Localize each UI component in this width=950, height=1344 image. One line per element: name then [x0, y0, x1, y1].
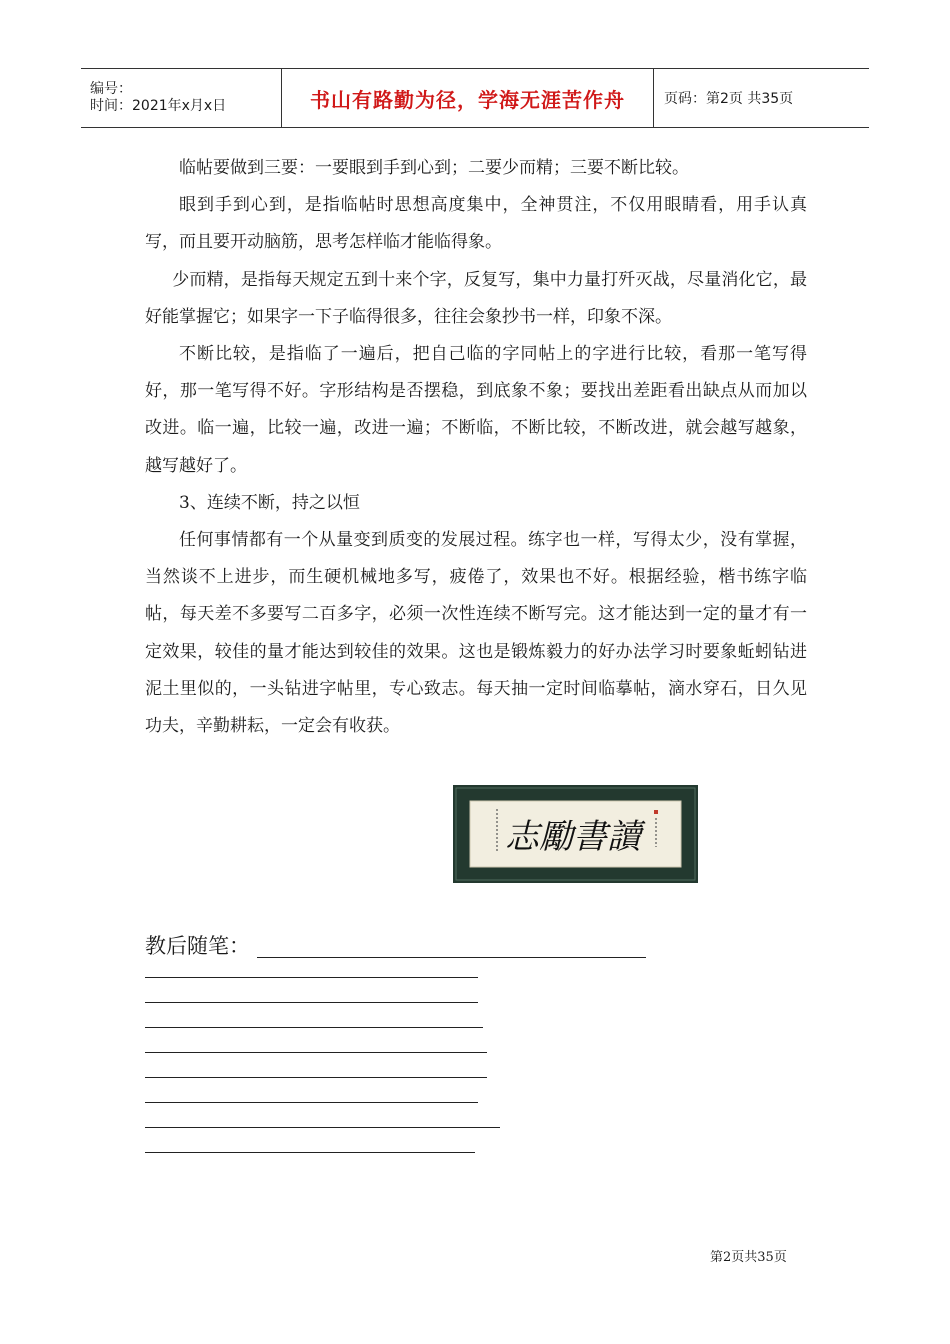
notes-line	[145, 1052, 487, 1053]
paragraph-4: 不断比较，是指临了一遍后，把自己临的字同帖上的字进行比较，看那一笔写得好，那一笔写得不好。字形结构是否摆稳，到底象不象；要找出差距看出缺点从而加以改进。临一遍，比较一遍，改进一遍；不断临，不断比较，不断改进，就会越写越象，越写越好了。	[145, 344, 807, 476]
notes-line	[145, 1127, 500, 1128]
header-motto: 书山有路勤为径，学海无涯苦作舟	[282, 69, 654, 127]
calligraphy-scroll-image	[453, 785, 698, 883]
page-footer: 第2页共35页	[710, 1250, 787, 1265]
number-label: 编号：	[90, 81, 132, 97]
date-label: 时间：2021年x月x日	[90, 98, 227, 114]
notes-line	[145, 977, 478, 978]
document-body	[145, 150, 807, 745]
notes-label: 教后随笔：	[145, 934, 250, 958]
paragraph-1: 临帖要做到三要：一要眼到手到心到；二要少而精；三要不断比较。	[179, 158, 689, 178]
page-header	[81, 68, 869, 128]
calligraphy-text: 志勵書讀	[505, 817, 641, 857]
paragraph-5: 任何事情都有一个从量变到质变的发展过程。练字也一样，写得太少，没有掌握，当然谈不上进步，而生硬机械地多写，疲倦了，效果也不好。根据经验，楷书练字临帖，每天差不多要写二百多字，必须一次性连续不断写完。这才能达到一定的量才有一定效果，较佳的量才能达到较佳的效果。这也是锻炼毅力的好办法学习时要象蚯蚓钻进泥土里似的，一头钻进字帖里，专心致志。每天抽一定时间临摹帖，滴水穿石，日久见功夫，辛勤耕耘，一定会有收获。	[145, 530, 807, 737]
notes-line	[257, 957, 646, 958]
notes-line	[145, 1152, 475, 1153]
header-meta	[81, 69, 282, 127]
notes-line	[145, 1102, 478, 1103]
notes-line	[145, 1027, 483, 1028]
header-page-info: 页码：第2页 共35页	[664, 91, 794, 107]
notes-line	[145, 1002, 478, 1003]
paragraph-2: 眼到手到心到，是指临帖时思想高度集中，全神贯注，不仅用眼睛看，用手认真写，而且要开动脑筋，思考怎样临才能临得象。	[145, 195, 807, 253]
notes-line	[145, 1077, 487, 1078]
section-heading: 3、连续不断，持之以恒	[179, 492, 360, 513]
paragraph-3: 少而精，是指每天规定五到十来个字，反复写，集中力量打歼灭战，尽量消化它，最好能掌握它；如果字一下子临得很多，往往会象抄书一样，印象不深。	[145, 269, 807, 327]
